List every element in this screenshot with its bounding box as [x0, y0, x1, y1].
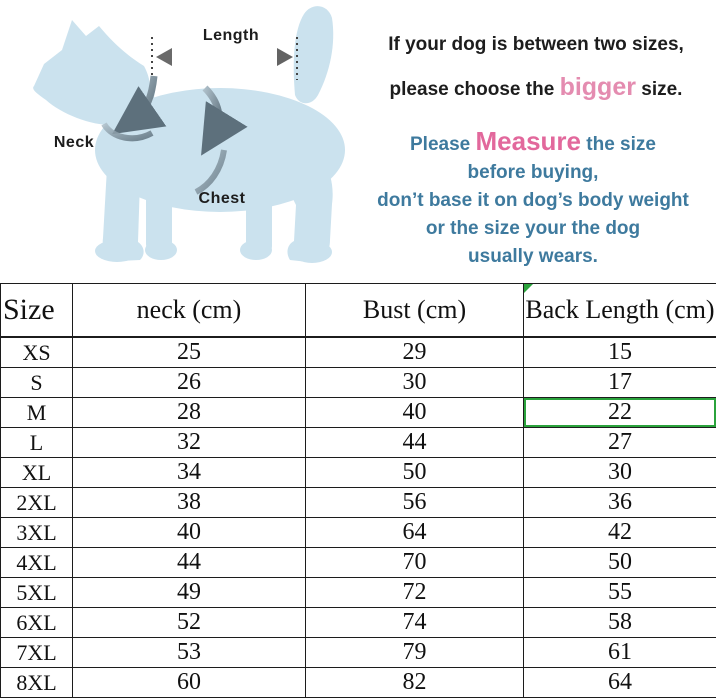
table-row: [1, 488, 716, 518]
cell-back: 17: [524, 368, 716, 398]
table-header-row: [1, 284, 716, 338]
cell-back: 55: [524, 578, 716, 608]
cell-back: 15: [524, 337, 716, 368]
measure-note-line4: or the size your the dog: [425, 218, 641, 239]
cell-back: 58: [524, 608, 716, 638]
cell-bust: 30: [306, 368, 524, 398]
length-label: Length: [202, 27, 260, 44]
measure-note-line1: [350, 127, 716, 159]
cell-size: S: [1, 368, 73, 398]
cell-size: 5XL: [1, 578, 73, 608]
cell-back: 27: [524, 428, 716, 458]
cell-bust: 44: [306, 428, 524, 458]
size-table: [0, 283, 716, 698]
cell-neck: 44: [73, 548, 306, 578]
cell-back: 30: [524, 458, 716, 488]
cell-back: 64: [524, 668, 716, 698]
cell-size: XL: [1, 458, 73, 488]
cell-neck: 40: [73, 518, 306, 548]
table-row: [1, 398, 716, 428]
measure-note-line2: before buying,: [467, 162, 599, 183]
double-arrow-icon: [156, 48, 293, 66]
header-neck: neck (cm): [73, 284, 306, 338]
table-row: [1, 368, 716, 398]
bigger-highlight: bigger: [559, 73, 636, 101]
cell-neck: 28: [73, 398, 306, 428]
cell-size: 3XL: [1, 518, 73, 548]
cell-bust: 79: [306, 638, 524, 668]
size-advice-line1: If your dog is between two sizes,: [388, 34, 684, 55]
table-row: [1, 578, 716, 608]
size-advice-line2-prefix: please choose the: [389, 79, 560, 100]
cell-bust: 64: [306, 518, 524, 548]
measure-line1-prefix: Please: [410, 134, 476, 155]
cell-back: 36: [524, 488, 716, 518]
cell-neck: 49: [73, 578, 306, 608]
size-advice-line2-suffix: size.: [635, 79, 683, 100]
header-back-length: Back Length (cm): [524, 284, 716, 338]
cell-neck: 60: [73, 668, 306, 698]
cell-neck: 32: [73, 428, 306, 458]
cell-back-selected: 22: [524, 398, 716, 428]
size-advice-note: [356, 24, 716, 111]
cell-back: 50: [524, 548, 716, 578]
neck-label: Neck: [53, 134, 95, 151]
cell-neck: 26: [73, 368, 306, 398]
cell-bust: 74: [306, 608, 524, 638]
cell-bust: 29: [306, 337, 524, 368]
cell-bust: 72: [306, 578, 524, 608]
table-row: [1, 337, 716, 368]
cell-bust: 70: [306, 548, 524, 578]
cell-size: 4XL: [1, 548, 73, 578]
cell-neck: 34: [73, 458, 306, 488]
chest-label: Chest: [198, 190, 246, 207]
table-row: [1, 518, 716, 548]
dog-measurement-diagram: [0, 0, 360, 280]
cell-back: 42: [524, 518, 716, 548]
cell-bust: 50: [306, 458, 524, 488]
cell-size: 2XL: [1, 488, 73, 518]
table-row: [1, 668, 716, 698]
measure-line1-suffix: the size: [581, 134, 656, 155]
cell-size: XS: [1, 337, 73, 368]
table-row: [1, 428, 716, 458]
measure-note-line3: don’t base it on dog’s body weight: [377, 190, 689, 211]
cell-size: 7XL: [1, 638, 73, 668]
cell-bust: 56: [306, 488, 524, 518]
measure-note-line5: usually wears.: [468, 246, 598, 267]
cell-bust: 82: [306, 668, 524, 698]
measure-highlight: Measure: [475, 126, 581, 156]
cell-neck: 25: [73, 337, 306, 368]
cell-bust: 40: [306, 398, 524, 428]
cell-neck: 38: [73, 488, 306, 518]
table-row: [1, 608, 716, 638]
header-bust: Bust (cm): [306, 284, 524, 338]
cell-size: 8XL: [1, 668, 73, 698]
size-table-wrap: [0, 283, 716, 700]
cell-size: L: [1, 428, 73, 458]
cell-size: 6XL: [1, 608, 73, 638]
cell-size: M: [1, 398, 73, 428]
cell-back: 61: [524, 638, 716, 668]
cell-neck: 52: [73, 608, 306, 638]
size-advice-line2: [356, 66, 716, 111]
table-row: [1, 638, 716, 668]
cell-neck: 53: [73, 638, 306, 668]
table-row: [1, 458, 716, 488]
measure-note: [350, 127, 716, 271]
table-row: [1, 548, 716, 578]
header-size: Size: [1, 284, 73, 338]
